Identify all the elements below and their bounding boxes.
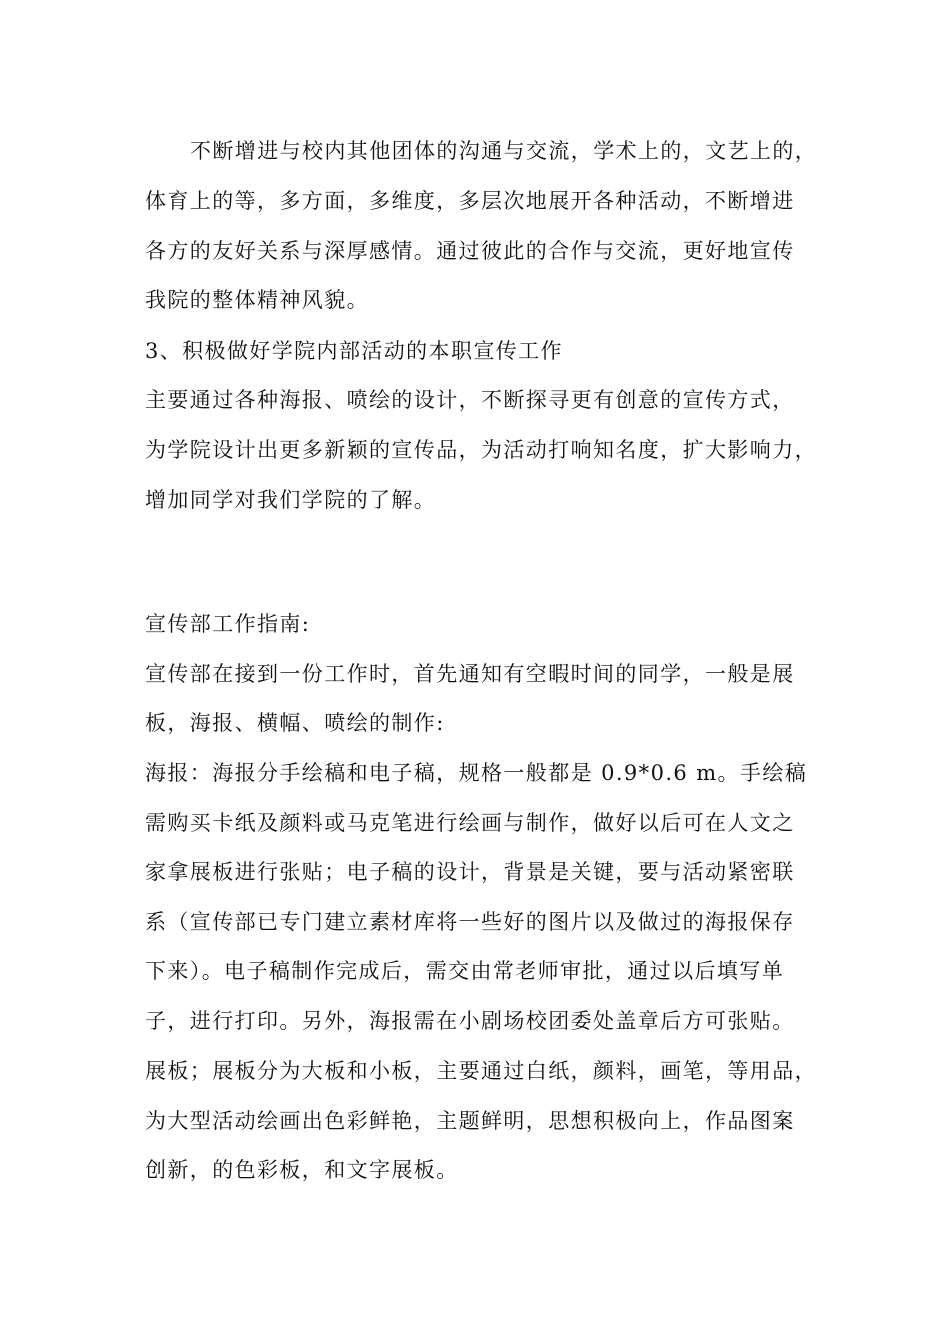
paragraph-line: 我院的整体精神风貌。 [145,288,369,312]
paragraph-line: 体育上的等，多方面，多维度，多层次地展开各种活动，不断增进 [145,189,795,213]
paragraph-line: 不断增进与校内其他团体的沟通与交流，学术上的，文艺上的， [190,139,818,163]
paragraph-line: 需购买卡纸及颜料或马克笔进行绘画与制作，做好以后可在人文之 [145,811,795,835]
paragraph-line: 海报：海报分手绘稿和电子稿，规格一般都是 0.9*0.6 m。手绘稿 [145,761,808,785]
paragraph-line: 为大型活动绘画出色彩鲜艳，主题鲜明，思想积极向上，作品图案 [145,1109,795,1133]
paragraph-line: 创新，的色彩板，和文字展板。 [145,1158,459,1182]
guide-heading: 宣传部工作指南: [145,612,311,636]
section-heading: 3、积极做好学院内部活动的本职宣传工作 [145,339,563,363]
paragraph-line: 家拿展板进行张贴；电子稿的设计，背景是关键，要与活动紧密联 [145,860,795,884]
paragraph-line: 各方的友好关系与深厚感情。通过彼此的合作与交流，更好地宣传 [145,239,795,263]
paragraph-line: 展板；展板分为大板和小板，主要通过白纸，颜料，画笔，等用品， [145,1059,817,1083]
paragraph-line: 主要通过各种海报、喷绘的设计，不断探寻更有创意的宣传方式， [145,388,795,412]
paragraph-line: 子，进行打印。另外，海报需在小剧场校团委处盖章后方可张贴。 [145,1009,795,1033]
paragraph-line: 为学院设计出更多新颖的宣传品，为活动打响知名度，扩大影响力， [145,438,817,462]
paragraph-line: 系（宣传部已专门建立素材库将一些好的图片以及做过的海报保存 [145,910,795,934]
paragraph-line: 下来）。电子稿制作完成后，需交由常老师审批，通过以后填写单 [145,959,785,983]
paragraph-line: 宣传部在接到一份工作时，首先通知有空暇时间的同学，一般是展 [145,662,795,686]
paragraph-line: 增加同学对我们学院的了解。 [145,488,437,512]
paragraph-line: 板，海报、横幅、喷绘的制作: [145,711,445,735]
